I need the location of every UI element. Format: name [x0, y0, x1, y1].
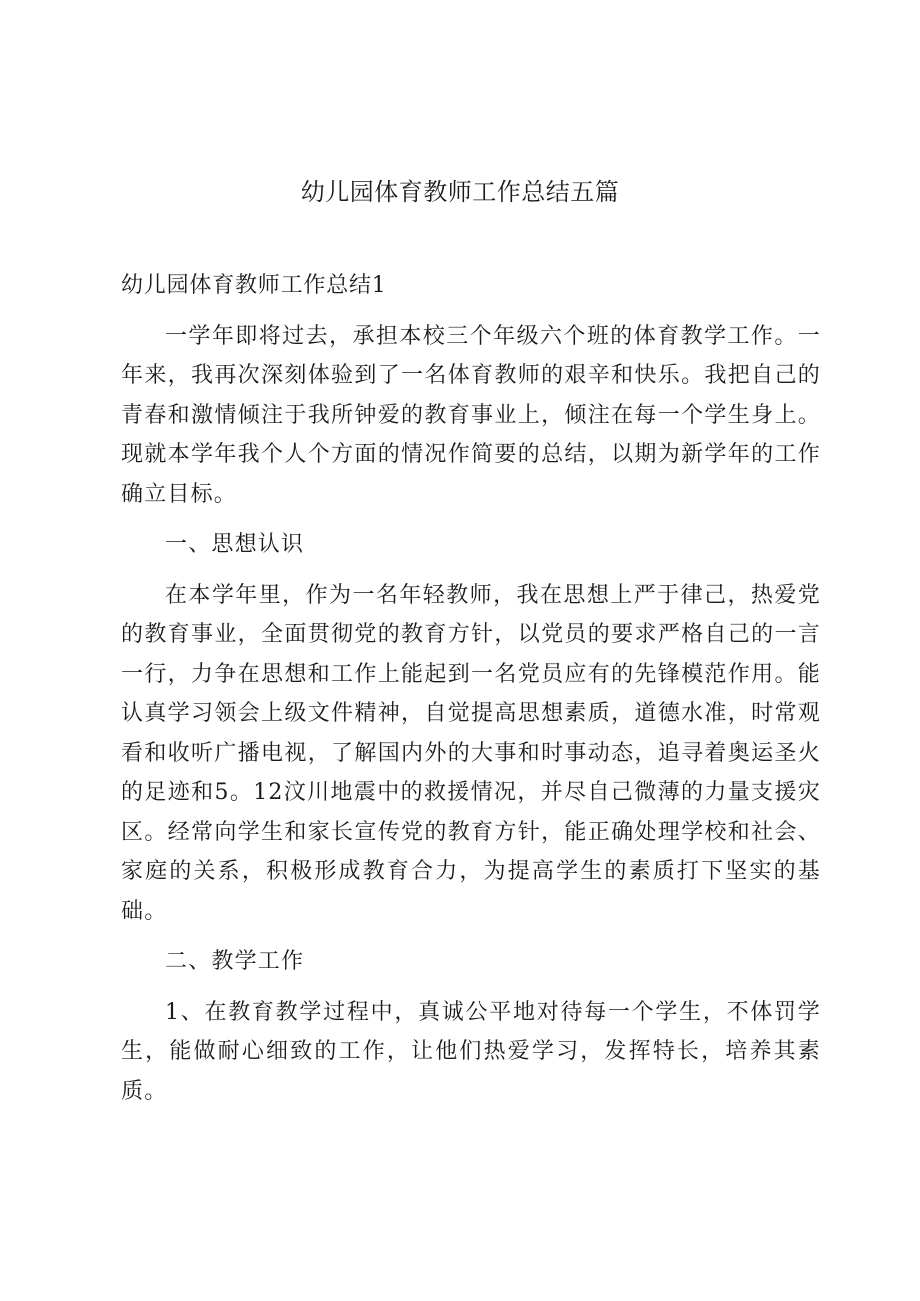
- section-subtitle: 幼儿园体育教师工作总结1: [121, 273, 387, 298]
- document-title: 幼儿园体育教师工作总结五篇: [300, 178, 620, 206]
- document-body: [121, 266, 821, 1122]
- intro-paragraph: 一学年即将过去，承担本校三个年级六个班的体育教学工作。一年来，我再次深刻体验到了一名体育教师的艰辛和快乐。我把自己的青春和激情倾注于我所钟爱的教育事业上，倾注在每一个学生身上。现就本学年我个人个方面的情况作简要的总结，以期为新学年的工作确立目标。: [121, 323, 821, 507]
- teaching-paragraph-1: 1、在教育教学过程中，真诚公平地对待每一个学生，不体罚学生，能做耐心细致的工作，让他们热爱学习，发挥特长，培养其素质。: [121, 999, 821, 1104]
- section-heading-thought: 一、思想认识: [165, 532, 305, 557]
- thought-paragraph: 在本学年里，作为一名年轻教师，我在思想上严于律己，热爱党的教育事业，全面贯彻党的教育方针，以党员的要求严格自己的一言一行，力争在思想和工作上能起到一名党员应有的先锋模范作用。能认真学习领会上级文件精神，自觉提高思想素质，道德水准，时常观看和收听广播电视，了解国内外的大事和时事动态，追寻着奥运圣火的足迹和5。12汶川地震中的救援情况，并尽自己微薄的力量支援灾区。经常向学生和家长宣传党的教育方针，能正确处理学校和社会、家庭的关系，积极形成教育合力，为提高学生的素质打下坚实的基础。: [121, 582, 821, 924]
- section-heading-teaching: 二、教学工作: [165, 949, 305, 974]
